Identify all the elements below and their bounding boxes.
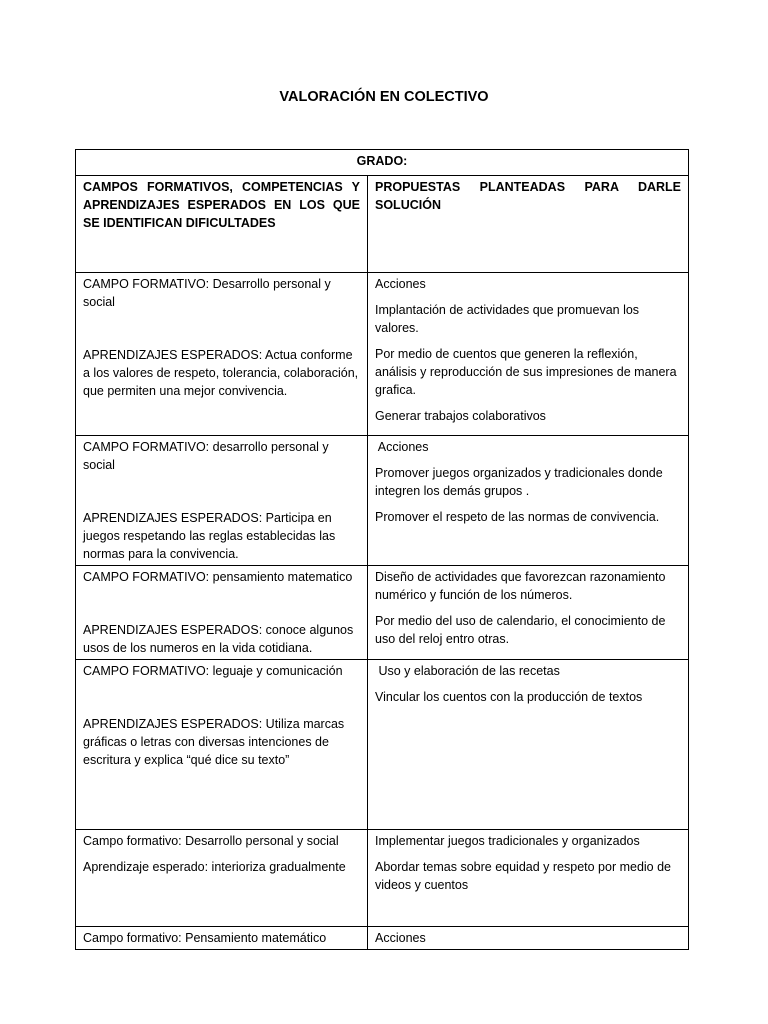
propuesta-item: Acciones <box>375 277 426 291</box>
propuestas-cell <box>368 273 689 436</box>
propuestas-cell <box>368 660 689 830</box>
table-row <box>76 927 689 950</box>
campo-formativo: CAMPO FORMATIVO: desarrollo personal y social <box>83 440 329 472</box>
grado-cell: GRADO: <box>76 150 689 176</box>
valoracion-table <box>75 149 689 950</box>
propuesta-item: Implementar juegos tradicionales y organizados <box>375 834 640 848</box>
propuesta-item: Por medio del uso de calendario, el conocimiento de uso del reloj entro otras. <box>375 614 666 646</box>
propuestas-cell <box>368 830 689 927</box>
campo-cell <box>76 436 368 566</box>
table-row <box>76 273 689 436</box>
header-left-cell: CAMPOS FORMATIVOS, COMPETENCIAS Y APRENDIZAJES ESPERADOS EN LOS QUE SE IDENTIFICAN DIFICULTADES <box>76 176 368 273</box>
grado-row <box>76 150 689 176</box>
campo-cell <box>76 566 368 660</box>
campo-cell <box>76 927 368 950</box>
propuesta-item: Generar trabajos colaborativos <box>375 409 546 423</box>
propuestas-cell <box>368 436 689 566</box>
propuesta-item: Vincular los cuentos con la producción de textos <box>375 690 643 704</box>
propuesta-item: Promover el respeto de las normas de convivencia. <box>375 510 660 524</box>
aprendizaje-esperado: APRENDIZAJES ESPERADOS: conoce algunos usos de los numeros en la vida cotidiana. <box>83 623 354 655</box>
campo-cell <box>76 830 368 927</box>
aprendizaje-esperado: Aprendizaje esperado: interioriza gradualmente <box>83 860 346 874</box>
propuestas-cell <box>368 927 689 950</box>
propuesta-item: Acciones <box>375 440 429 454</box>
table-row <box>76 830 689 927</box>
table-row <box>76 660 689 830</box>
propuesta-item: Abordar temas sobre equidad y respeto por medio de videos y cuentos <box>375 860 672 892</box>
header-row <box>76 176 689 273</box>
propuesta-item: Uso y elaboración de las recetas <box>375 664 560 678</box>
campo-cell <box>76 660 368 830</box>
propuesta-item: Diseño de actividades que favorezcan razonamiento numérico y función de los números. <box>375 570 666 602</box>
campo-cell <box>76 273 368 436</box>
campo-formativo: Campo formativo: Desarrollo personal y social <box>83 834 339 848</box>
campo-formativo: CAMPO FORMATIVO: pensamiento matematico <box>83 570 353 584</box>
table-row <box>76 436 689 566</box>
header-right-cell <box>368 176 689 273</box>
propuesta-item: Promover juegos organizados y tradicionales donde integren los demás grupos . <box>375 466 663 498</box>
propuestas-cell <box>368 566 689 660</box>
table-row <box>76 566 689 660</box>
propuesta-item: Acciones <box>375 931 426 945</box>
document-title: VALORACIÓN EN COLECTIVO <box>279 89 489 105</box>
campo-formativo: Campo formativo: Pensamiento matemático <box>83 931 327 945</box>
propuesta-item: Por medio de cuentos que generen la reflexión, análisis y reproducción de sus impresiones de manera grafica. <box>375 347 677 397</box>
aprendizaje-esperado: APRENDIZAJES ESPERADOS: Participa en juegos respetando las reglas establecidas las normas para la convivencia. <box>83 511 336 561</box>
header-right-line1: PROPUESTAS PLANTEADAS PARA DARLE <box>375 180 681 194</box>
campo-formativo: CAMPO FORMATIVO: Desarrollo personal y social <box>83 277 331 309</box>
campo-formativo: CAMPO FORMATIVO: leguaje y comunicación <box>83 664 343 678</box>
propuesta-item: Implantación de actividades que promuevan los valores. <box>375 303 640 335</box>
header-right-line2: SOLUCIÓN <box>375 198 441 212</box>
aprendizaje-esperado: APRENDIZAJES ESPERADOS: Utiliza marcas gráficas o letras con diversas intenciones de escritura y explica “qué dice su texto” <box>83 717 345 767</box>
aprendizaje-esperado: APRENDIZAJES ESPERADOS: Actua conforme a los valores de respeto, tolerancia, colaboración, que permiten una mejor convivencia. <box>83 348 359 398</box>
